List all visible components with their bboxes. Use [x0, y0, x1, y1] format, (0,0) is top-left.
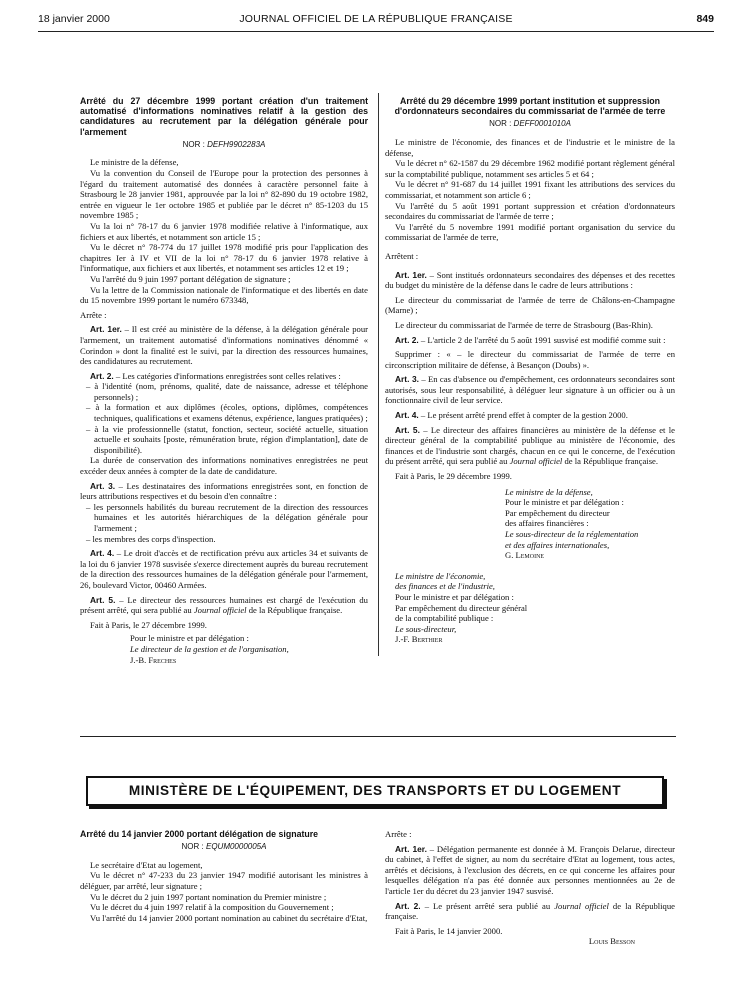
signatory-name: Louis Besson [588, 936, 635, 947]
paragraph: Vu la convention du Conseil de l'Europe pour la protection des personnes à l'égard du traitement automatisé des données à caractère personnel faite à Strasbourg le 28 janvier 1981, approuvée par la loi n° 82-890 du 19 octobre 1982, entrée en vigueur le 1er octobre 1985 et publiée par le décret n° 85-1203 du 15 novembre 1985 ; [80, 168, 368, 221]
article-2 [385, 335, 675, 346]
header-rule [38, 31, 714, 32]
article-3 [80, 481, 368, 502]
bullet-item: – à la formation et aux diplômes (écoles, options, diplômes, compétences techniques, qualifications et examens détenus, expérience, langues pratiquées) ; [86, 402, 368, 424]
signature-title: des finances et de l'industrie, [395, 581, 495, 592]
article-text: de la République française. [385, 900, 675, 922]
signature-line: Par empêchement du directeur [505, 507, 610, 518]
nor-line [385, 119, 675, 130]
page-number: 849 [696, 13, 714, 25]
nor-line [80, 842, 368, 853]
paragraph: Vu l'arrêté du 5 novembre 1991 modifié portant organisation du service du commissariat de l'armée de terre, [385, 221, 675, 243]
article-text: de la République française. [246, 605, 343, 616]
article-text: – Le directeur des affaires financières au ministère de la défense et le directeur général de la comptabilité publique au ministère de l'économie, des finances et de l'industrie sont chargés, chacun en ce qui le concerne, de l'exécution du présent arrêté, qui sera publié au [385, 424, 675, 467]
article-text: – En cas d'absence ou d'empêchement, ces ordonnateurs secondaires sont autorisés, sous leur responsabilité, à déléguer leur signature à un officier ou à un fonctionnaire civil de leur service. [385, 374, 675, 406]
paragraph: Supprimer : « – le directeur du commissariat de l'armée de terre en circonscription militaire de défense, à Besançon (Doubs) ». [385, 349, 675, 370]
signature-title: Le ministre de l'économie, [395, 570, 486, 581]
arrete-heading: Arrête : [385, 829, 412, 839]
article-label: Art. 4. [90, 548, 115, 559]
bottom-left-decree [80, 829, 368, 923]
decree-title: Arrêté du 14 janvier 2000 portant délégation de signature [80, 829, 319, 839]
paragraph: Le secrétaire d'Etat au logement, [90, 859, 203, 870]
article-label: Art. 1er. [90, 324, 122, 335]
signature-title: et des affaires internationales, [505, 539, 610, 550]
bullet-item: – à la vie professionnelle (statut, fonction, secteur, société actuelle, situation actuelle et souhaits [poste, rémunération brute, région d'implantation], date de disponibilité). [86, 423, 368, 455]
paragraph: Le ministre de la défense, [90, 157, 179, 168]
bullet-item: – à l'identité (nom, prénoms, qualité, date de naissance, adresse et téléphone personnels) ; [86, 381, 368, 402]
article-5 [80, 595, 368, 616]
article-text: – Le directeur des ressources humaines est chargé de l'exécution du présent arrêté, qui sera publié au [80, 594, 368, 616]
article-text: – Délégation permanente est donnée à M. François Delarue, directeur du cabinet, à l'effet de signer, au nom du secrétaire d'Etat au logement, tous actes, arrêtés et décisions, à l'exclusion des décrets, en ce qui concerne les affaires pour lesquelles délégation n'a pas été donnée aux personnes mentionnées au 2e de l'article 1er du décret du 23 janvier 1947 susvisé. [385, 843, 675, 896]
signature-title: Le directeur de la gestion et de l'organisation, [130, 643, 289, 654]
article-text: – Les destinataires des informations enregistrées sont, en fonction de leurs attributions respectives et du besoin d'en connaître : [80, 480, 368, 502]
signature-line: Par empêchement du directeur général [395, 602, 528, 613]
article-label: Art. 2. [395, 900, 421, 911]
decree-title: Arrêté du 27 décembre 1999 portant création d'un traitement automatisé d'informations nominatives relatif à la gestion des candidatures au recrutement par la délégation générale pour l'armement [80, 96, 368, 137]
bullet-item: – les membres des corps d'inspection. [86, 533, 216, 544]
paragraph: Vu le décret du 2 juin 1997 portant nomination du Premier ministre ; [90, 891, 327, 902]
paragraph: Vu l'arrêté du 5 août 1991 portant suppression et création d'ordonnateurs secondaires du commissariat de l'armée de terre ; [385, 200, 675, 222]
right-decree [385, 96, 675, 645]
article-text: – Le présent arrêté sera publié au [420, 900, 555, 911]
signature-block-economy [385, 571, 555, 645]
article-1 [385, 270, 675, 291]
article-2 [80, 371, 368, 382]
paragraph: Vu la lettre de la Commission nationale de l'informatique et des libertés en date du 15 novembre 1999 portant le numéro 673348, [80, 284, 368, 306]
article-text: – Le présent arrêté prend effet à compter de la gestion 2000. [418, 410, 628, 421]
signature-line: des affaires financières : [505, 518, 589, 529]
column-divider [378, 93, 379, 656]
article-text: – Le droit d'accès et de rectification prévu aux articles 34 et suivants de la loi du 6 janvier 1978 susvisée s'exerce directement auprès du bureau recrutement de la direction des ressources humaines de la délégation générale pour l'armement, 26, boulevard Victor, 00460 Armées. [80, 548, 368, 590]
signatory-name: J.-F. Berthier [395, 634, 443, 645]
issue-date: 18 janvier 2000 [38, 13, 110, 25]
section-rule [80, 736, 676, 737]
article-label: Art. 2. [90, 370, 114, 381]
paragraph: Le directeur du commissariat de l'armée de terre de Châlons-en-Champagne (Marne) ; [385, 294, 675, 316]
article-text: – Sont institués ordonnateurs secondaires des dépenses et des recettes du budget du ministère de la défense dans le cadre de leurs attributions : [385, 269, 675, 291]
article-5 [385, 425, 675, 467]
paragraph: Vu le décret n° 47-233 du 23 janvier 1947 modifié autorisant les ministres à déléguer, par arrêté, leur signature ; [80, 870, 368, 891]
article-label: Art. 5. [90, 594, 116, 605]
ministry-banner: MINISTÈRE DE L'ÉQUIPEMENT, DES TRANSPORTS ET DU LOGEMENT [86, 776, 664, 806]
article-text: de la République française. [562, 456, 658, 467]
signature-line: Pour le ministre et par délégation : [505, 497, 624, 508]
article-label: Art. 1er. [395, 269, 427, 280]
nor-code: EQUM0000005A [205, 842, 267, 852]
nor-label: NOR : [181, 842, 204, 852]
paragraph: Vu le décret n° 78-774 du 17 juillet 1978 modifié pris pour l'application des chapitres Ier à IV et VII de la loi n° 78-17 du 6 janvier 1978 relative à l'informatique, aux fichiers et aux libertés, et notamment ses articles 12 et 19 ; [80, 242, 368, 274]
article-4 [80, 548, 368, 590]
article-label: Art. 4. [395, 410, 419, 421]
journal-reference: Journal officiel [509, 456, 563, 467]
signature-line: Pour le ministre et par délégation : [395, 591, 514, 602]
article-label: Art. 5. [395, 424, 420, 435]
article-1 [80, 324, 368, 366]
signature-date: Fait à Paris, le 29 décembre 1999. [395, 471, 512, 482]
article-text: – Les catégories d'informations enregistrées sont celles relatives : [113, 370, 341, 381]
article-1 [385, 844, 675, 897]
signature-title: Le sous-directeur, [395, 623, 457, 634]
bottom-right-decree [385, 829, 675, 947]
article-3 [385, 374, 675, 406]
signatory-name: G. Lemoine [505, 550, 545, 561]
article-text: – Il est créé au ministère de la défense, à la délégation générale pour l'armement, un traitement automatisé d'informations nominatives dénommé « Corindon » dont la finalité est le suivi, par la direction des ressources humaines, des candidatures au recrutement. [80, 324, 368, 367]
nor-line [80, 140, 368, 151]
arrete-heading: Arrête : [80, 309, 107, 320]
journal-reference: Journal officiel [193, 605, 247, 616]
signature-line: Pour le ministre et par délégation : [130, 633, 249, 644]
signature-title: Le ministre de la défense, [505, 486, 593, 497]
article-label: Art. 1er. [395, 843, 427, 854]
article-text: – L'article 2 de l'arrêté du 5 août 1991 susvisé est modifié comme suit : [418, 334, 666, 345]
paragraph: Vu le décret n° 91-687 du 14 juillet 1991 fixant les attributions des services du commissariat, et notamment son article 6 ; [385, 179, 675, 200]
nor-label: NOR : [182, 139, 205, 149]
article-label: Art. 2. [395, 334, 419, 345]
paragraph: Vu l'arrêté du 14 janvier 2000 portant nomination au cabinet du secrétaire d'Etat, [90, 912, 368, 923]
article-4 [385, 410, 675, 421]
article-2 [385, 901, 675, 922]
nor-label: NOR : [489, 119, 512, 129]
page-header [38, 13, 714, 29]
paragraph: Vu le décret du 4 juin 1997 relatif à la composition du Gouvernement ; [90, 902, 334, 913]
journal-title: JOURNAL OFFICIEL DE LA RÉPUBLIQUE FRANÇAISE [239, 13, 513, 25]
paragraph: La durée de conservation des informations nominatives enregistrées ne peut excéder deux années à compter de la date de candidature. [80, 455, 368, 477]
signature-date: Fait à Paris, le 14 janvier 2000. [395, 925, 503, 936]
paragraph: Vu le décret n° 62-1587 du 29 décembre 1962 modifié portant règlement général sur la comptabilité publique, notamment ses articles 5 et 64 ; [385, 158, 675, 179]
decree-title: Arrêté du 29 décembre 1999 portant institution et suppression d'ordonnateurs secondaires du commissariat de l'armée de terre [394, 96, 666, 117]
signature-title: Le sous-directeur de la réglementation [505, 529, 639, 539]
journal-reference: Journal officiel [554, 900, 609, 911]
signature-block-defense [385, 487, 675, 561]
paragraph: Vu l'arrêté du 9 juin 1997 portant délégation de signature ; [90, 273, 291, 284]
signature-date: Fait à Paris, le 27 décembre 1999. [90, 619, 207, 630]
article-label: Art. 3. [395, 374, 419, 385]
signature-line: de la comptabilité publique : [395, 613, 494, 624]
paragraph: Le ministre de l'économie, des finances et de l'industrie et le ministre de la défense, [385, 137, 675, 158]
left-decree [80, 96, 368, 665]
nor-code: DEFF0001010A [513, 119, 571, 129]
bullet-item: – les personnels habilités du bureau recrutement de la direction des ressources humaines et les autorités hiérarchiques de la délégation générale pour l'armement ; [86, 501, 368, 533]
nor-code: DEFH9902283A [207, 139, 266, 149]
paragraph: Le directeur du commissariat de l'armée de terre de Strasbourg (Bas-Rhin). [395, 319, 653, 330]
article-label: Art. 3. [90, 480, 116, 491]
arrete-heading: Arrêtent : [385, 250, 419, 261]
paragraph: Vu la loi n° 78-17 du 6 janvier 1978 modifiée relative à l'informatique, aux fichiers et aux libertés, et notamment son article 15 ; [80, 220, 368, 242]
signatory-name: J.-B. Freches [130, 654, 177, 665]
